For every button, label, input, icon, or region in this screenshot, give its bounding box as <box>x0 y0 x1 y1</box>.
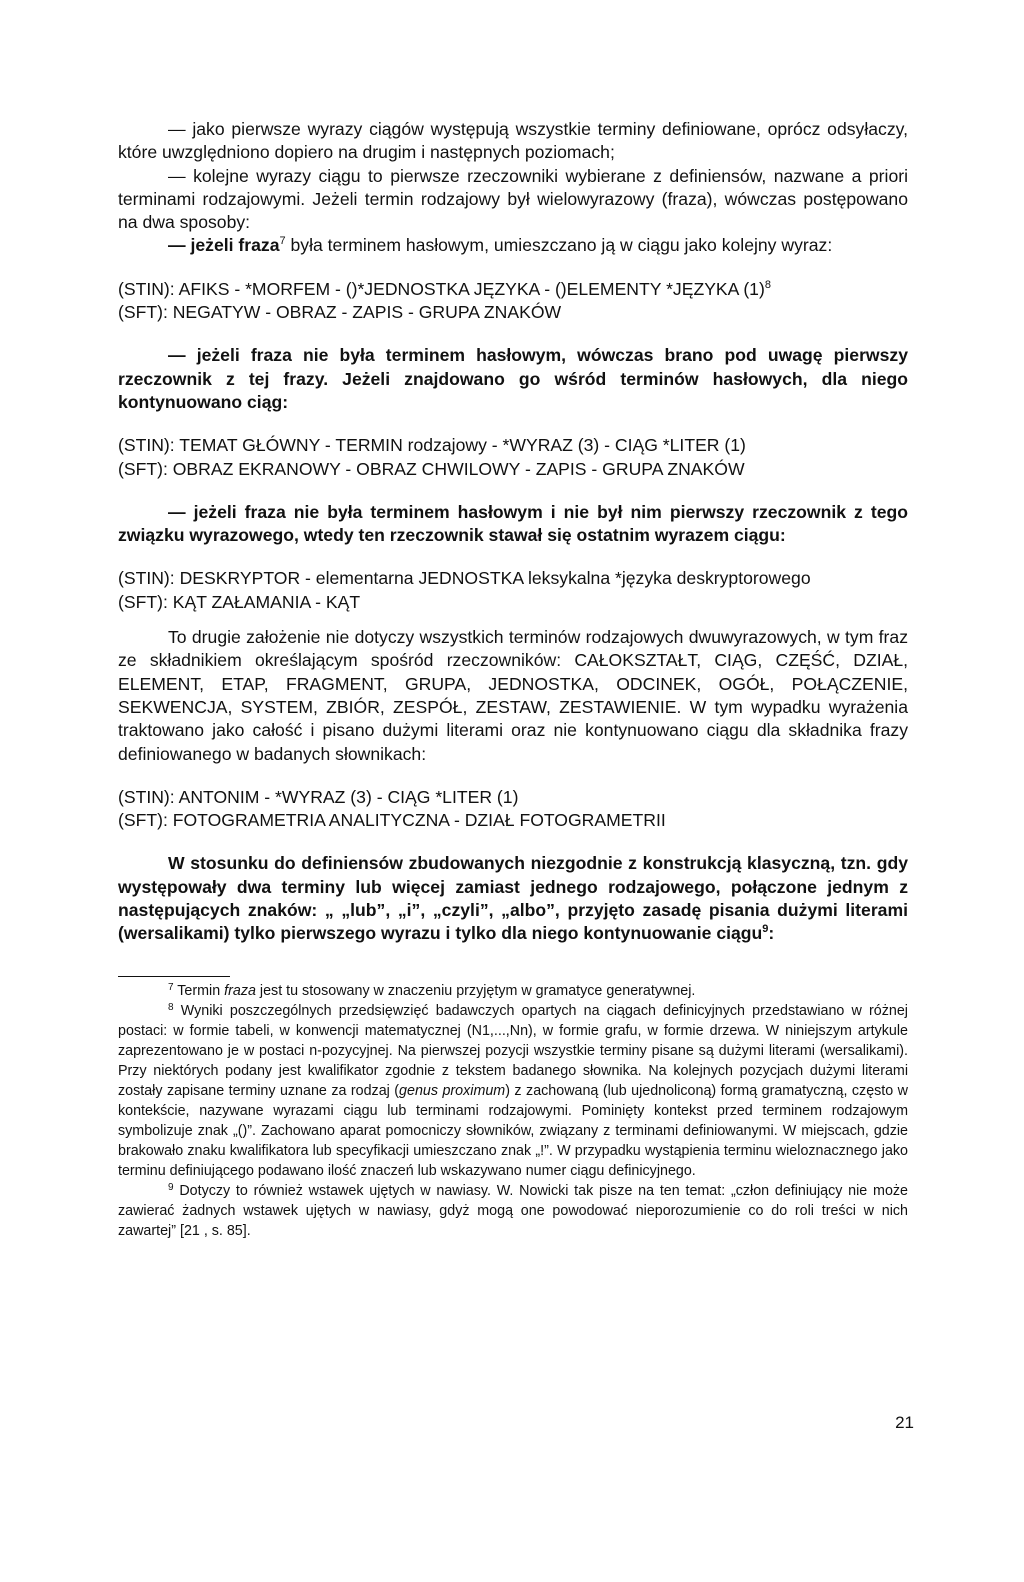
example-1-sft: (SFT): NEGATYW - OBRAZ - ZAPIS - GRUPA ZNAKÓW <box>118 302 562 323</box>
footnote-8-text-b: ) z zachowaną (lub ujednoliconą) formą gramatyczną, często w kontekście, nazywane wyrazami ciągu lub terminami rodzajowymi. Pominięty kontekst przed terminem rodzajowym symbolizuje znak „()”. Zachowano aparat pomocniczy słowników, związany z terminami definiowanymi. W miejscach, gdzie brakowało znaku kwalifikatora lub specyfikacji umieszczano znak „!”. W przypadku wystąpienia terminu wieloznacznego jako terminu definiującego podawano ilość znaczeń lub wskazywano numer ciągu definicyjnego. <box>118 1082 908 1179</box>
footnote-8 <box>118 1001 908 1181</box>
footnote-divider <box>118 976 230 977</box>
footnote-8-number: 8 <box>168 1001 174 1013</box>
p7-text-a: W stosunku do definiensów zbudowanych niezgodnie z konstrukcją klasyczną, tzn. gdy występowały dwa terminy lub więcej zamiast jednego rodzajowego, połączone jednym z następujących znaków: „ „lub”, „i”, „czyli”, „albo”, przyjęto zasadę pisania dużymi literami (wersalikami) tylko pierwszego wyrazu i tylko dla niego kontynuowanie ciągu <box>118 853 908 944</box>
footnote-8-text-a: Wyniki poszczególnych przedsięwzięć badawczych opartych na ciągach definicyjnych przedstawiano w różnej postaci: w formie tabeli, w konwencji matematycznej (N1,...,Nn), w formie grafu, w formie drzewa. W niniejszym artykule zaprezentowano je w postaci n-pozycyjnej. Na pierwszej pozycji wszystkie terminy pisane są dużymi literami (wersalikami). Przy niektórych podany jest kwalifikator zgodnie z tekstem badanego słownika. Na kolejnych pozycjach dużymi literami zostały zapisane terminy uznane za rodzaj ( <box>118 1002 908 1099</box>
page-body <box>118 118 908 1241</box>
example-4-sft: (SFT): FOTOGRAMETRIA ANALITYCZNA - DZIAŁ FOTOGRAMETRII <box>118 810 666 831</box>
p3-text-b: była terminem hasłowym, umieszczano ją w ciągu jako kolejny wyraz: <box>285 235 833 256</box>
footnote-7-italic: fraza <box>224 982 256 999</box>
paragraph-1: — jako pierwsze wyrazy ciągów występują wszystkie terminy definiowane, oprócz odsyłaczy, które uwzględniono dopiero na drugim i następnych poziomach; <box>118 119 908 163</box>
footnote-9 <box>118 1181 908 1241</box>
footnote-ref-9: 9 <box>762 923 769 936</box>
footnote-8-italic: genus proximum <box>399 1082 506 1099</box>
paragraph-2: — kolejne wyrazy ciągu to pierwsze rzeczowniki wybierane z definiensów, nazwane a priori terminami rodzajowymi. Jeżeli termin rodzajowy był wielowyrazowy (fraza), wówczas postępowano na dwa sposoby: <box>118 165 908 233</box>
footnote-ref-7: 7 <box>279 235 286 248</box>
footnote-7-number: 7 <box>168 981 174 993</box>
p7-text-b: : <box>768 923 775 944</box>
footnote-ref-8: 8 <box>764 278 771 291</box>
footnote-9-text: Dotyczy to również wstawek ujętych w nawiasy. W. Nowicki tak pisze na ten temat: „człon definiujący nie może zawierać żadnych wstawek ujętych w nawiasy, gdyż mogą one powodować nieporozumienie co do roli treści w nich zawartej” [21 , s. 85]. <box>118 1182 908 1239</box>
paragraph-3 <box>118 234 908 257</box>
paragraph-4: — jeżeli fraza nie była terminem hasłowym, wówczas brano pod uwagę pierwszy rzeczownik z tej frazy. Jeżeli znajdowano go wśród terminów hasłowych, dla niego kontynuowano ciąg: <box>118 345 908 412</box>
paragraph-6: To drugie założenie nie dotyczy wszystkich terminów rodzajowych dwuwyrazowych, w tym fraz ze składnikiem określającym spośród rzeczowników: CAŁOKSZTAŁT, CIĄG, CZĘŚĆ, DZIAŁ, ELEMENT, ETAP, FRAGMENT, GRUPA, JEDNOSTKA, ODCINEK, OGÓŁ, POŁĄCZENIE, SEKWENCJA, SYSTEM, ZBIÓR, ZESPÓŁ, ZESTAW, ZESTAWIENIE. W tym wypadku wyrażenia traktowano jako całość i pisano dużymi literami oraz nie kontynuowano ciągu dla składnika frazy definiowanego w badanych słownikach: <box>118 627 908 764</box>
example-1-stin <box>118 278 908 301</box>
example-3-stin: (STIN): DESKRYPTOR - elementarna JEDNOSTKA leksykalna *języka deskryptorowego <box>118 568 811 589</box>
example-2-stin: (STIN): TEMAT GŁÓWNY - TERMIN rodzajowy - *WYRAZ (3) - CIĄG *LITER (1) <box>118 435 746 456</box>
footnote-9-number: 9 <box>168 1181 174 1193</box>
example-1-stin-text: (STIN): AFIKS - *MORFEM - ()*JEDNOSTKA JĘZYKA - ()ELEMENTY *JĘZYKA (1) <box>118 278 765 299</box>
example-3-sft: (SFT): KĄT ZAŁAMANIA - KĄT <box>118 591 361 612</box>
footnote-7 <box>118 981 908 1001</box>
paragraph-7 <box>118 852 908 945</box>
page-number: 21 <box>895 1413 914 1432</box>
footnote-7-text-b: jest tu stosowany w znaczeniu przyjętym w gramatyce generatywnej. <box>255 982 696 999</box>
paragraph-5: — jeżeli fraza nie była terminem hasłowym i nie był nim pierwszy rzeczownik z tego związku wyrazowego, wtedy ten rzeczownik stawał się ostatnim wyrazem ciągu: <box>118 501 908 546</box>
example-4-stin: (STIN): ANTONIM - *WYRAZ (3) - CIĄG *LITER (1) <box>118 786 519 807</box>
example-2-sft: (SFT): OBRAZ EKRANOWY - OBRAZ CHWILOWY - ZAPIS - GRUPA ZNAKÓW <box>118 458 745 479</box>
p3-text-a: — jeżeli fraza <box>168 235 280 256</box>
footnote-7-text-a: Termin <box>173 982 225 999</box>
